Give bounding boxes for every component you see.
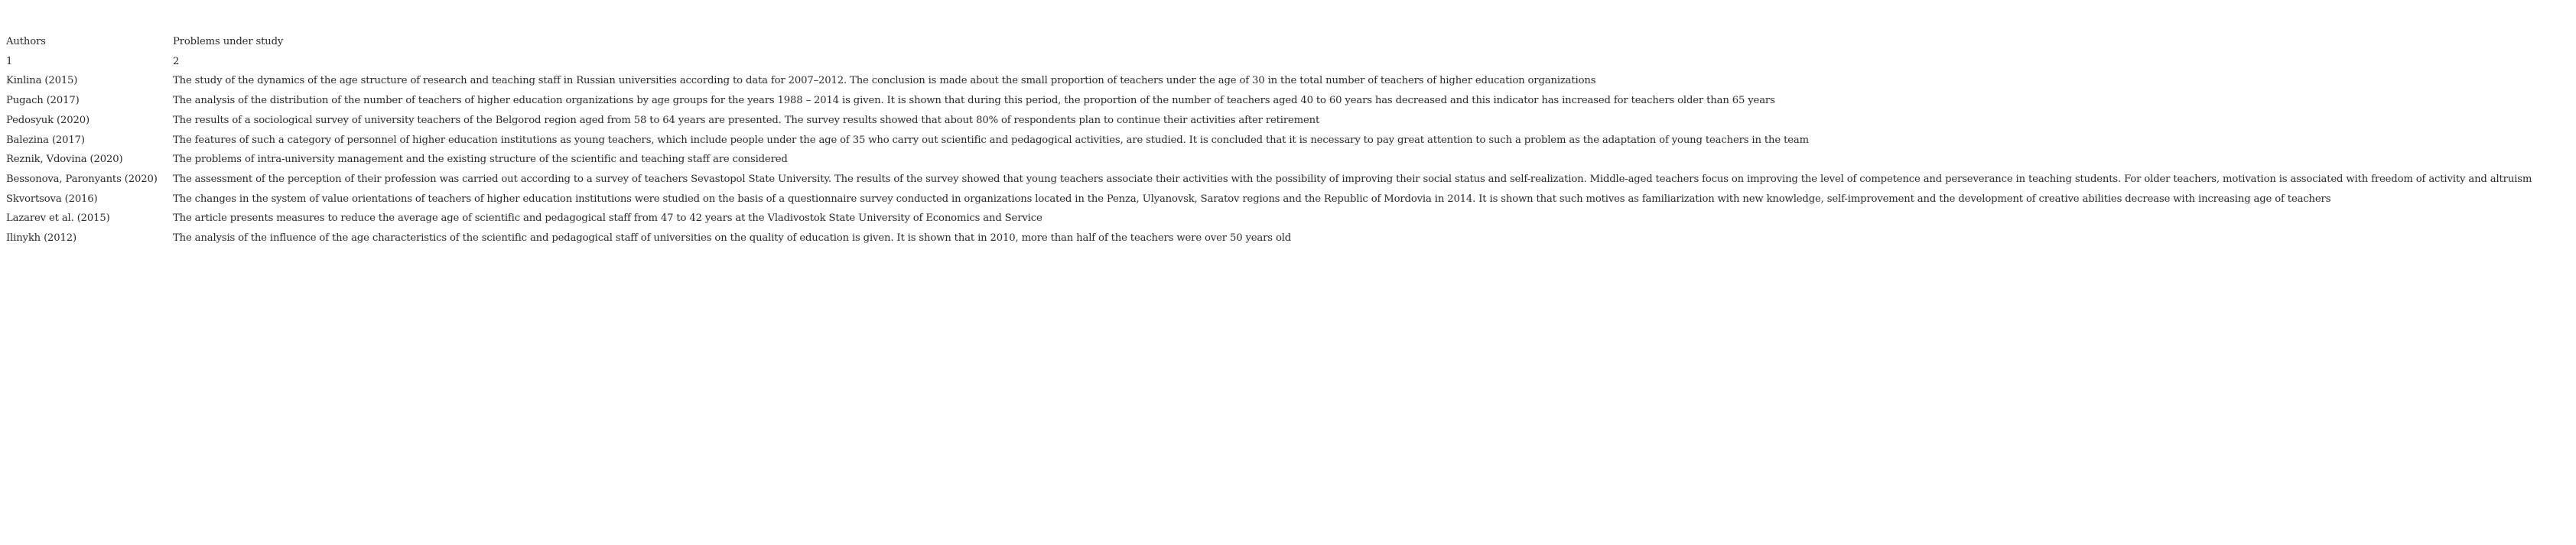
header-authors: Authors — [6, 36, 46, 47]
table-row — [6, 170, 2532, 190]
row-author: Lazarev et al. (2015) — [6, 212, 110, 225]
row-author: Reznik, Vdovina (2020) — [6, 154, 123, 166]
row-problem: The analysis of the distribution of the number of teachers of higher education organizations by age groups for the years 1988 – 2014 is given. It is shown that during this period, the proportion of the number of teachers aged 40 to 60 years has decreased and this indicator has increased for teachers older than 65 years — [173, 95, 1775, 107]
row-author: Pedosyuk (2020) — [6, 114, 89, 126]
table-row — [6, 111, 2532, 131]
literature-review-table — [6, 32, 2532, 248]
row-problem: The changes in the system of value orientations of teachers of higher education institutions were studied on the basis of a questionnaire survey conducted in organizations located in the Penza, Ulyanovsk, Saratov regions and the Republic of Mordovia in 2014. It is shown that such motives as familiarization with new knowledge, self-improvement and the development of creative abilities decrease with increasing age of teachers — [173, 193, 2331, 205]
row-author: Balezina (2017) — [6, 134, 85, 146]
row-problem: The results of a sociological survey of university teachers of the Belgorod region aged from 58 to 64 years are presented. The survey results showed that about 80% of respondents plan to continue their activities after retirement — [173, 114, 1320, 126]
row-author: Pugach (2017) — [6, 95, 80, 107]
row-problem: The study of the dynamics of the age structure of research and teaching staff in Russian universities according to data for 2007–2012. The conclusion is made about the small proportion of teachers under the age of 30 in the total number of teachers of higher education organizations — [173, 75, 1596, 87]
table-header-row — [6, 32, 2532, 52]
row-problem: The problems of intra-university management and the existing structure of the scientific and teaching staff are considered — [173, 154, 788, 166]
table-row — [6, 150, 2532, 170]
column-number-2: 2 — [173, 55, 180, 67]
table-row — [6, 91, 2532, 111]
table-row — [6, 229, 2532, 248]
row-author: Kinlina (2015) — [6, 75, 78, 87]
table-row — [6, 71, 2532, 91]
row-author: Bessonova, Paronyants (2020) — [6, 173, 158, 185]
column-number-row — [6, 52, 2532, 72]
row-problem: The features of such a category of personnel of higher education institutions as young teachers, which include people under the age of 35 who carry out scientific and pedagogical activities, are studied. It is concluded that it is necessary to pay great attention to such a problem as the adaptation of young teachers in the team — [173, 134, 1809, 146]
row-problem: The analysis of the influence of the age characteristics of the scientific and pedagogical staff of universities on the quality of education is given. It is shown that in 2010, more than half of the teachers were over 50 years old — [173, 232, 1292, 245]
row-problem: The article presents measures to reduce the average age of scientific and pedagogical staff from 47 to 42 years at the Vladivostok State University of Economics and Service — [173, 212, 1042, 225]
header-problems: Problems under study — [173, 36, 284, 47]
row-author: Ilinykh (2012) — [6, 232, 77, 245]
literature-review-table-container — [6, 32, 2568, 248]
table-row — [6, 209, 2532, 229]
table-row — [6, 190, 2532, 209]
column-number-1: 1 — [6, 55, 13, 67]
table-row — [6, 131, 2532, 151]
row-problem: The assessment of the perception of their profession was carried out according to a survey of teachers Sevastopol State University. The results of the survey showed that young teachers associate their activities with the possibility of improving their social status and self-realization. Middle-aged teachers focus on improving the level of competence and perseverance in teaching students. For older teachers, motivation is associated with freedom of activity and altruism — [173, 173, 2532, 185]
row-author: Skvortsova (2016) — [6, 193, 98, 205]
